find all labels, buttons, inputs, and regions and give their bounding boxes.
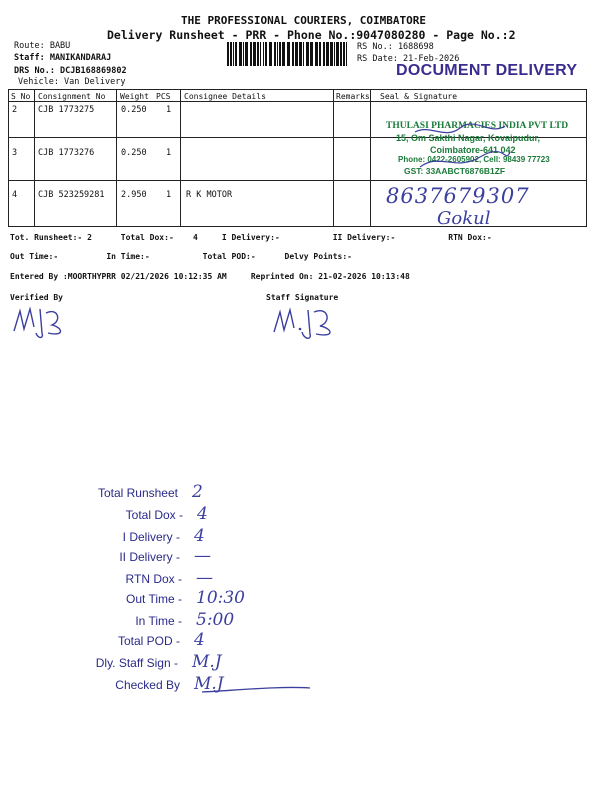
staff-signature (270, 302, 340, 342)
barcode-bar (277, 42, 278, 66)
rs-number: RS No.: 1688698 (357, 42, 434, 52)
barcode-bar (299, 42, 302, 66)
barcode-bar (343, 42, 345, 66)
summary-label: RTN Dox - (125, 572, 182, 586)
barcode-bar (265, 42, 267, 66)
barcode-bar (315, 42, 318, 66)
verified-by-label: Verified By (10, 293, 63, 302)
barcode-bar (230, 42, 232, 66)
barcode-bar (282, 42, 285, 66)
barcode-bar (245, 42, 248, 66)
col-header-sno: S No (11, 92, 31, 101)
col-header-pcs: PCS (156, 92, 171, 101)
col-header-seal: Seal & Signature (380, 92, 458, 101)
barcode-bar (306, 42, 309, 66)
company-name: THE PROFESSIONAL COURIERS, COIMBATORE (181, 14, 427, 27)
staff-signature-label: Staff Signature (266, 293, 339, 302)
barcode-bar (330, 42, 333, 66)
barcode-bar (250, 42, 252, 66)
row-weight: 0.250 (121, 105, 147, 115)
row-weight: 0.250 (121, 148, 147, 158)
summary-value: 4 (194, 630, 205, 650)
barcode-bar (310, 42, 313, 66)
barcode-bar (340, 42, 342, 66)
barcode-bar (243, 42, 244, 66)
barcode-bar (334, 42, 335, 66)
seal-signature-scribble (410, 122, 530, 172)
barcode (227, 42, 351, 66)
row-sno: 4 (12, 190, 18, 200)
summary-value: — (194, 546, 211, 566)
summary-label: In Time - (135, 614, 182, 628)
document-delivery-stamp: DOCUMENT DELIVERY (396, 62, 578, 79)
rs-date: RS Date: 21-Feb-2026 (357, 54, 460, 64)
seal-line-2: 15, Om Sakthi Nagar, Kovaipudur, (396, 133, 541, 143)
barcode-bar (303, 42, 304, 66)
row-pcs: 1 (166, 105, 172, 115)
entered-by-line: Entered By :MOORTHYPRR 02/21/2026 10:12:35 AM Reprinted On: 21-02-2026 10:13:48 (10, 272, 410, 281)
totals-line-2: Out Time:- In Time:- Total POD:- Delvy Points:- (10, 252, 352, 261)
row-sno: 2 (12, 105, 18, 115)
handwritten-phone: 8637679307 (386, 184, 530, 208)
drs-number: DRS No.: DCJB168869802 (14, 66, 127, 76)
barcode-bar (336, 42, 339, 66)
seal-line-1: THULASI PHARMACIES INDIA PVT LTD (386, 121, 569, 131)
vehicle-label: Vehicle: Van Delivery (18, 77, 126, 87)
barcode-bar (263, 42, 264, 66)
col-header-consignee: Consignee Details (184, 92, 266, 101)
row-sno: 3 (12, 148, 18, 158)
verified-by-signature (12, 303, 72, 343)
barcode-bar (279, 42, 281, 66)
barcode-bar (274, 42, 276, 66)
summary-value: M.J (192, 652, 222, 672)
barcode-bar (239, 42, 242, 66)
summary-label: II Delivery - (119, 550, 180, 564)
seal-line-5: GST: 33AABCT6876B1ZF (404, 166, 506, 176)
barcode-bar (323, 42, 325, 66)
summary-value: — (196, 568, 213, 588)
barcode-bar (269, 42, 272, 66)
col-header-remarks: Remarks (336, 92, 370, 101)
barcode-bar (257, 42, 259, 66)
summary-label: I Delivery - (122, 530, 180, 544)
summary-label: Total POD - (117, 634, 180, 648)
barcode-bar (260, 42, 261, 66)
barcode-bar (292, 42, 294, 66)
seal-line-4: Phone: 0422-2605902, Cell: 98439 77723 (398, 155, 550, 164)
handwritten-receiver-name: Gokul (437, 208, 491, 229)
summary-value: M.J (194, 674, 224, 694)
route-label: Route: BABU (14, 41, 71, 51)
barcode-bar (227, 42, 229, 66)
col-header-weight: Weight (120, 92, 149, 101)
summary-value: 4 (194, 526, 205, 546)
summary-value: 10:30 (196, 588, 245, 608)
barcode-bar (346, 42, 347, 66)
summary-label: Checked By (115, 678, 180, 692)
summary-value: 2 (192, 482, 203, 502)
runsheet-subtitle: Delivery Runsheet - PRR - Phone No.:9047080280 - Page No.:2 (107, 28, 516, 42)
barcode-bar (319, 42, 321, 66)
row-consignment: CJB 1773276 (38, 148, 95, 158)
staff-label: Staff: MANIKANDARAJ (14, 53, 112, 63)
row-consignment: CJB 523259281 (38, 190, 105, 200)
barcode-bar (326, 42, 329, 66)
row-weight: 2.950 (121, 190, 147, 200)
barcode-bar (295, 42, 298, 66)
checked-by-underline (200, 680, 320, 700)
totals-line-1: Tot. Runsheet:- 2 Total Dox:- 4 I Delivery:- II Delivery:- RTN Dox:- (10, 233, 492, 242)
summary-value: 5:00 (196, 610, 235, 630)
row-consignee: R K MOTOR (186, 190, 233, 200)
summary-value: 4 (197, 504, 208, 524)
seal-line-3: Coimbatore-641 042 (430, 145, 516, 155)
row-pcs: 1 (166, 148, 172, 158)
barcode-bar (233, 42, 234, 66)
col-header-consignment: Consignment No (38, 92, 106, 101)
summary-label: Total Runsheet (97, 486, 178, 500)
row-consignment: CJB 1773275 (38, 105, 95, 115)
summary-label: Out Time - (125, 592, 182, 606)
row-pcs: 1 (166, 190, 172, 200)
summary-label: Dly. Staff Sign - (95, 656, 178, 670)
barcode-bar (287, 42, 290, 66)
barcode-bar (253, 42, 256, 66)
barcode-bar (235, 42, 237, 66)
summary-label: Total Dox - (125, 508, 183, 522)
